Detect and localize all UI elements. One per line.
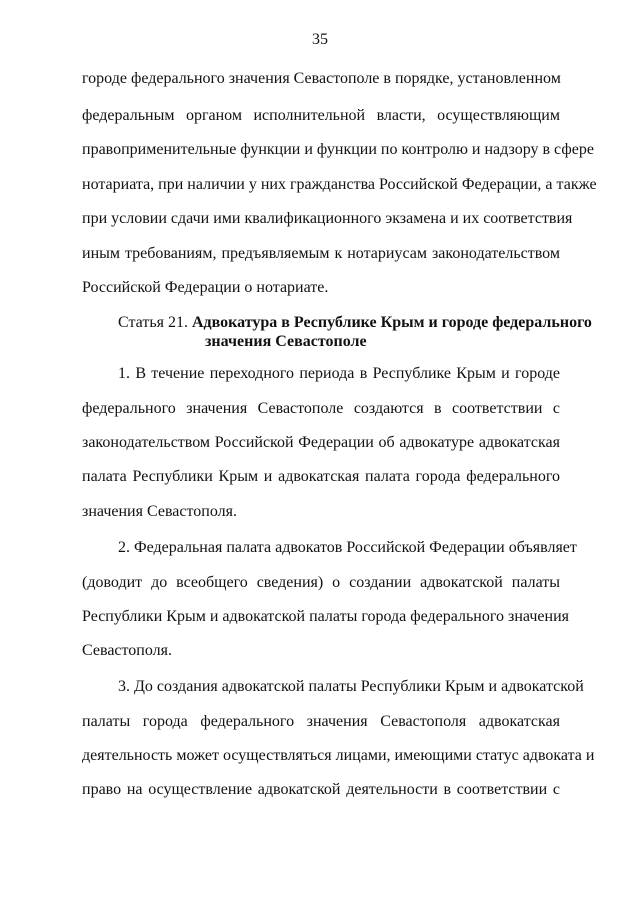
text-line: 3. До создания адвокатской палаты Республики Крым и адвокатской	[118, 678, 584, 695]
page-number: 35	[312, 31, 328, 48]
text-line: палата Республики Крым и адвокатская палата города федерального	[82, 468, 560, 485]
text-line: значения Севастополя.	[82, 503, 237, 520]
text-line: 2. Федеральная палата адвокатов Российской Федерации объявляет	[118, 539, 577, 556]
text-line: деятельность может осуществляться лицами, имеющими статус адвоката и	[82, 747, 595, 764]
article-title: Адвокатура в Республике Крым и городе федерального	[191, 314, 592, 331]
text-line: правоприменительные функции и функции по контролю и надзору в сфере	[82, 141, 594, 158]
text-line: Севастополя.	[82, 642, 172, 659]
text-line: законодательством Российской Федерации об адвокатуре адвокатская	[82, 434, 560, 451]
text-line: Республики Крым и адвокатской палаты города федерального значения	[82, 608, 569, 625]
text-line: нотариата, при наличии у них гражданства Российской Федерации, а также	[82, 176, 597, 193]
text-line: федеральным органом исполнительной власти, осуществляющим	[82, 107, 560, 124]
text-line: право на осуществление адвокатской деятельности в соответствии с	[82, 781, 560, 798]
text-line: (доводит до всеобщего сведения) о создании адвокатской палаты	[82, 574, 560, 591]
article-heading	[118, 313, 592, 333]
text-line: иным требованиям, предъявляемым к нотариусам законодательством	[82, 245, 560, 262]
text-line: Российской Федерации о нотариате.	[82, 279, 329, 296]
article-title-continued: значения Севастополе	[205, 333, 367, 350]
article-number: Статья 21.	[118, 314, 188, 331]
text-line: федерального значения Севастополе создаются в соответствии с	[82, 400, 560, 417]
text-line: городе федерального значения Севастополе в порядке, установленном	[82, 70, 561, 87]
text-line: 1. В течение переходного периода в Республике Крым и городе	[118, 365, 560, 382]
text-line: при условии сдачи ими квалификационного экзамена и их соответствия	[82, 210, 573, 227]
text-line: палаты города федерального значения Севастополя адвокатская	[82, 713, 560, 730]
